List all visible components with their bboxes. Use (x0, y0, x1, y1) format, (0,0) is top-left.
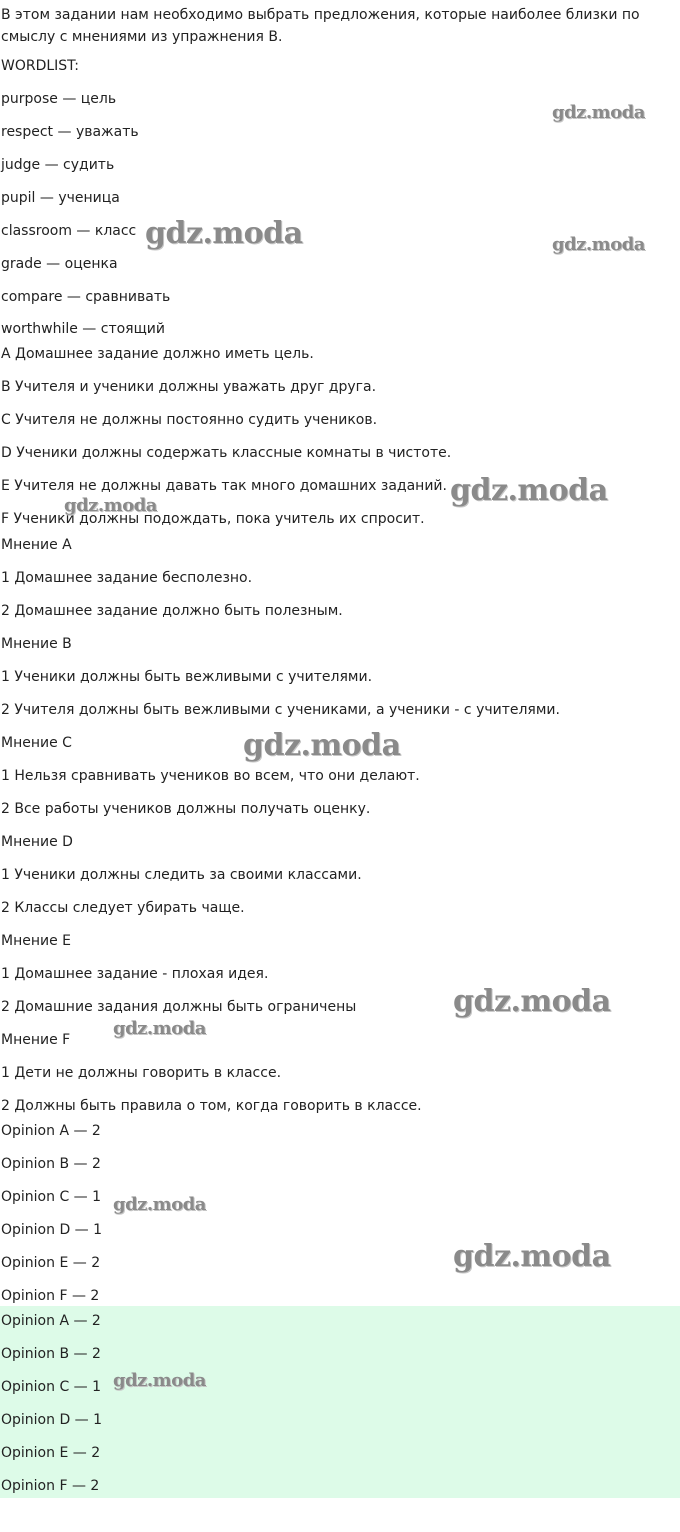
opinion-line: 2 Должны быть правила о том, когда говорить в классе. (1, 1098, 422, 1114)
highlighted-answer-item: Opinion B — 2 (1, 1346, 101, 1362)
sentence-item: E Учителя не должны давать так много домашних заданий. (1, 478, 447, 494)
opinion-heading: Мнение D (1, 834, 73, 850)
watermark: gdz.moda (113, 1370, 206, 1391)
answer-highlight-box (0, 1306, 680, 1498)
watermark: gdz.moda (453, 1239, 611, 1274)
highlighted-answer-item: Opinion A — 2 (1, 1313, 101, 1329)
sentence-item: F Ученики должны подождать, пока учитель их спросит. (1, 511, 425, 527)
watermark: gdz.moda (145, 216, 303, 251)
wordlist-item: respect — уважать (1, 124, 139, 140)
highlighted-answer-item: Opinion E — 2 (1, 1445, 101, 1461)
highlighted-answer-item: Opinion D — 1 (1, 1412, 103, 1428)
opinion-heading: Мнение E (1, 933, 72, 949)
wordlist-title: WORDLIST: (1, 58, 79, 74)
opinion-line: 1 Дети не должны говорить в классе. (1, 1065, 282, 1081)
highlighted-answer-item: Opinion F — 2 (1, 1478, 100, 1494)
watermark: gdz.moda (64, 495, 157, 516)
watermark: gdz.moda (450, 473, 608, 508)
answer-item: Opinion E — 2 (1, 1255, 101, 1271)
sentence-item: A Домашнее задание должно иметь цель. (1, 346, 314, 362)
opinion-heading: Мнение C (1, 735, 72, 751)
sentence-item: B Учителя и ученики должны уважать друг друга. (1, 379, 377, 395)
answer-item: Opinion D — 1 (1, 1222, 103, 1238)
opinion-line: 1 Домашнее задание бесполезно. (1, 570, 253, 586)
opinion-line: 1 Домашнее задание - плохая идея. (1, 966, 269, 982)
opinion-heading: Мнение B (1, 636, 72, 652)
answer-item: Opinion F — 2 (1, 1288, 100, 1304)
wordlist-item: purpose — цель (1, 91, 117, 107)
sentence-item: D Ученики должны содержать классные комнаты в чистоте. (1, 445, 452, 461)
opinion-line: 2 Классы следует убирать чаще. (1, 900, 245, 916)
opinion-heading: Мнение A (1, 537, 72, 553)
watermark: gdz.moda (113, 1018, 206, 1039)
sentence-item: C Учителя не должны постоянно судить учеников. (1, 412, 378, 428)
intro-text: В этом задании нам необходимо выбрать предложения, которые наиболее близки по смыслу с мнениями из упражнения B. (1, 7, 640, 45)
watermark: gdz.moda (552, 102, 645, 123)
opinion-line: 2 Учителя должны быть вежливыми с учениками, а ученики - с учителями. (1, 702, 560, 718)
wordlist-item: judge — судить (1, 157, 115, 173)
opinion-heading: Мнение F (1, 1032, 71, 1048)
answer-item: Opinion C — 1 (1, 1189, 102, 1205)
opinion-line: 1 Ученики должны быть вежливыми с учителями. (1, 669, 373, 685)
wordlist-item: worthwhile — стоящий (1, 321, 165, 337)
watermark: gdz.moda (453, 984, 611, 1019)
watermark: gdz.moda (243, 728, 401, 763)
answer-item: Opinion A — 2 (1, 1123, 101, 1139)
answer-item: Opinion B — 2 (1, 1156, 101, 1172)
opinion-line: 2 Домашнее задание должно быть полезным. (1, 603, 343, 619)
watermark: gdz.moda (552, 234, 645, 255)
wordlist-item: classroom — класс (1, 223, 137, 239)
wordlist-item: grade — оценка (1, 256, 118, 272)
wordlist-item: pupil — ученица (1, 190, 120, 206)
wordlist-item: compare — сравнивать (1, 289, 171, 305)
highlighted-answer-item: Opinion C — 1 (1, 1379, 102, 1395)
opinion-line: 2 Домашние задания должны быть ограничены (1, 999, 357, 1015)
opinion-line: 1 Нельзя сравнивать учеников во всем, что они делают. (1, 768, 420, 784)
opinion-line: 1 Ученики должны следить за своими классами. (1, 867, 362, 883)
opinion-line: 2 Все работы учеников должны получать оценку. (1, 801, 371, 817)
watermark: gdz.moda (113, 1194, 206, 1215)
